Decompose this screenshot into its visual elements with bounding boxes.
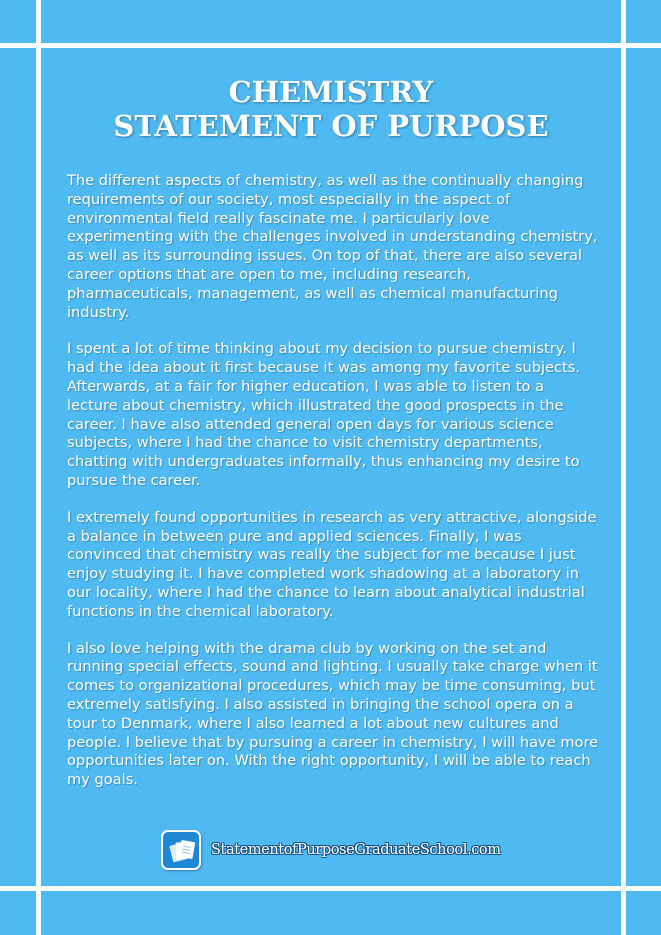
title-line-2: STATEMENT OF PURPOSE <box>113 109 549 143</box>
site-name-link[interactable]: StatementofPurposeGraduateSchool.com <box>211 842 501 858</box>
page-title <box>41 75 621 143</box>
document-panel <box>41 48 621 886</box>
paragraph: I also love helping with the drama club by working on the set and running special effects, sound and lighting. I usually take charge when it comes to organizational procedures, which may be time consuming, but extremely satisfying. I also assisted in bringing the school opera on a tour to Denmark, where I also learned a lot about new cultures and people. I believe that by pursuing a career in chemistry, I will have more opportunities later on. With the right opportunity, I will be able to reach my goals. <box>67 639 599 789</box>
frame-line-right <box>621 0 626 935</box>
paragraph: I extremely found opportunities in research as very attractive, alongside a balance in between pure and applied sciences. Finally, I was convinced that chemistry was really the subject for me because I just enjoy studying it. I have completed work shadowing at a laboratory in our locality, where I had the chance to learn about analytical industrial functions in the chemical laboratory. <box>67 508 597 620</box>
frame-line-bottom <box>0 886 661 891</box>
documents-icon <box>161 830 201 870</box>
paragraph: I spent a lot of time thinking about my decision to pursue chemistry. I had the idea about it first because it was among my favorite subjects. Afterwards, at a fair for higher education, I was able to listen to a lecture about chemistry, which illustrated the good prospects in the career. I have also attended general open days for various science subjects, where I had the chance to visit chemistry departments, chatting with undergraduates informally, thus enhancing my desire to pursue the career. <box>67 340 581 489</box>
statement-body <box>67 172 599 808</box>
site-footer[interactable] <box>161 828 501 872</box>
title-line-1: CHEMISTRY <box>228 75 434 109</box>
paragraph: The different aspects of chemistry, as well as the continually changing requirements of our society, most especially in the aspect of environmental field really fascinate me. I particularly love experimenting with the challenges involved in understanding chemistry, as well as its surrounding issues. On top of that, there are also several career options that are open to me, including research, pharmaceuticals, management, as well as chemical manufacturing industry. <box>67 172 598 321</box>
